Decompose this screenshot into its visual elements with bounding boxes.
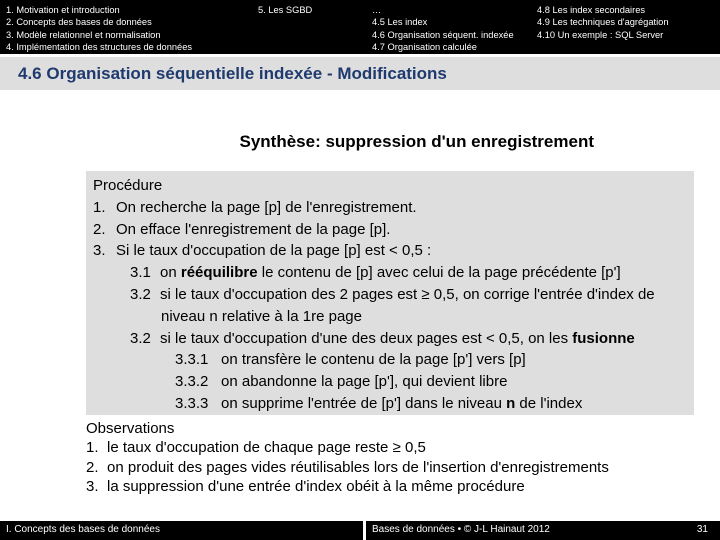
chapter-link[interactable]: 1. Motivation et introduction	[6, 5, 120, 15]
footer-info	[366, 521, 720, 540]
procedure-subsubstep	[93, 349, 693, 371]
chapter-link[interactable]: 4. Implémentation des structures de données	[6, 42, 193, 53]
navigation-header	[0, 0, 720, 54]
section-link[interactable]: 4.7 Organisation calculée	[372, 42, 477, 53]
step-number: 3.2	[130, 285, 151, 303]
slide-title-bar	[0, 57, 720, 90]
step-text: de l'index	[515, 394, 583, 412]
section-link[interactable]: 4.9 Les techniques d'agrégation	[537, 17, 669, 28]
procedure-substep-continuation: niveau n relative à la 1re page	[161, 307, 362, 325]
procedure-substep	[93, 284, 693, 306]
step-number: 3.3.3	[175, 394, 209, 412]
step-number: 3.2	[130, 329, 151, 347]
slide-title: 4.6 Organisation séquentielle indexée - Modifications	[18, 64, 447, 83]
procedure-substep	[93, 262, 693, 284]
item-text: on produit des pages vides réutilisables lors de l'insertion d'enregistrements	[107, 458, 609, 476]
section-list	[372, 4, 717, 54]
observation-item	[86, 458, 706, 477]
step-text: On efface l'enregistrement de la page [p].	[116, 220, 391, 238]
procedure-text	[93, 175, 693, 415]
step-text: on	[160, 264, 181, 282]
procedure-step	[93, 219, 693, 241]
item-text: la suppression d'une entrée d'index obéit à la même procédure	[107, 478, 525, 496]
step-text: on abandonne la page [p'], qui devient libre	[221, 373, 508, 391]
footer-chapter	[0, 521, 363, 540]
section-link[interactable]: 4.5 Les index	[372, 17, 428, 28]
procedure-subsubstep	[93, 371, 693, 393]
step-text: le contenu de [p] avec celui de la page précédente [p']	[257, 264, 621, 282]
step-keyword: fusionne	[572, 329, 635, 347]
item-number: 1.	[86, 439, 99, 457]
step-number: 3.3.1	[175, 351, 209, 369]
footer-credit: Bases de données • © J-L Hainaut 2012	[372, 524, 550, 535]
procedure-heading: Procédure	[93, 177, 163, 194]
section-link[interactable]: 4.8 Les index secondaires	[537, 5, 646, 15]
chapter-link-sgbd[interactable]: 5. Les SGBD	[258, 5, 313, 15]
step-text: on transfère le contenu de la page [p'] vers [p]	[221, 351, 526, 369]
chapter-link[interactable]: 3. Modèle relationnel et normalisation	[6, 29, 161, 40]
section-link[interactable]: …	[372, 5, 382, 15]
step-number: 3.	[93, 242, 106, 260]
observations-heading: Observations	[86, 420, 175, 437]
step-number: 2.	[93, 220, 106, 238]
step-text: Si le taux d'occupation de la page [p] est < 0,5 :	[116, 242, 432, 260]
step-keyword: rééquilibre	[180, 264, 258, 282]
item-text: le taux d'occupation de chaque page reste ≥ 0,5	[107, 439, 426, 457]
step-number: 1.	[93, 198, 106, 216]
step-keyword: n	[506, 394, 516, 412]
section-link[interactable]: 4.10 Un exemple : SQL Server	[537, 29, 664, 40]
step-number: 3.1	[130, 264, 151, 282]
section-link[interactable]: 4.6 Organisation séquent. indexée	[372, 29, 514, 40]
procedure-step	[93, 240, 693, 262]
synthesis-title: Synthèse: suppression d'un enregistrement	[239, 132, 594, 151]
step-text: si le taux d'occupation des 2 pages est ≥ 0,5, on corrige l'entrée d'index de	[160, 285, 655, 303]
procedure-step	[93, 197, 693, 219]
observations	[86, 419, 706, 497]
observation-item	[86, 477, 706, 496]
item-number: 2.	[86, 458, 99, 476]
procedure-subsubstep	[93, 393, 693, 415]
chapter-link[interactable]: 2. Concepts des bases de données	[6, 17, 152, 28]
item-number: 3.	[86, 478, 99, 496]
step-number: 3.3.2	[175, 373, 209, 391]
procedure-substep	[93, 328, 693, 350]
step-text: on supprime l'entrée de [p'] dans le niveau	[221, 394, 507, 412]
page-number: 31	[696, 524, 708, 535]
footer-chapter-label: I. Concepts des bases de données	[6, 524, 160, 535]
observation-item	[86, 438, 706, 457]
step-text: On recherche la page [p] de l'enregistrement.	[116, 198, 417, 216]
chapter-list	[6, 4, 192, 54]
step-text: si le taux d'occupation d'une des deux pages est < 0,5, on les	[160, 329, 573, 347]
